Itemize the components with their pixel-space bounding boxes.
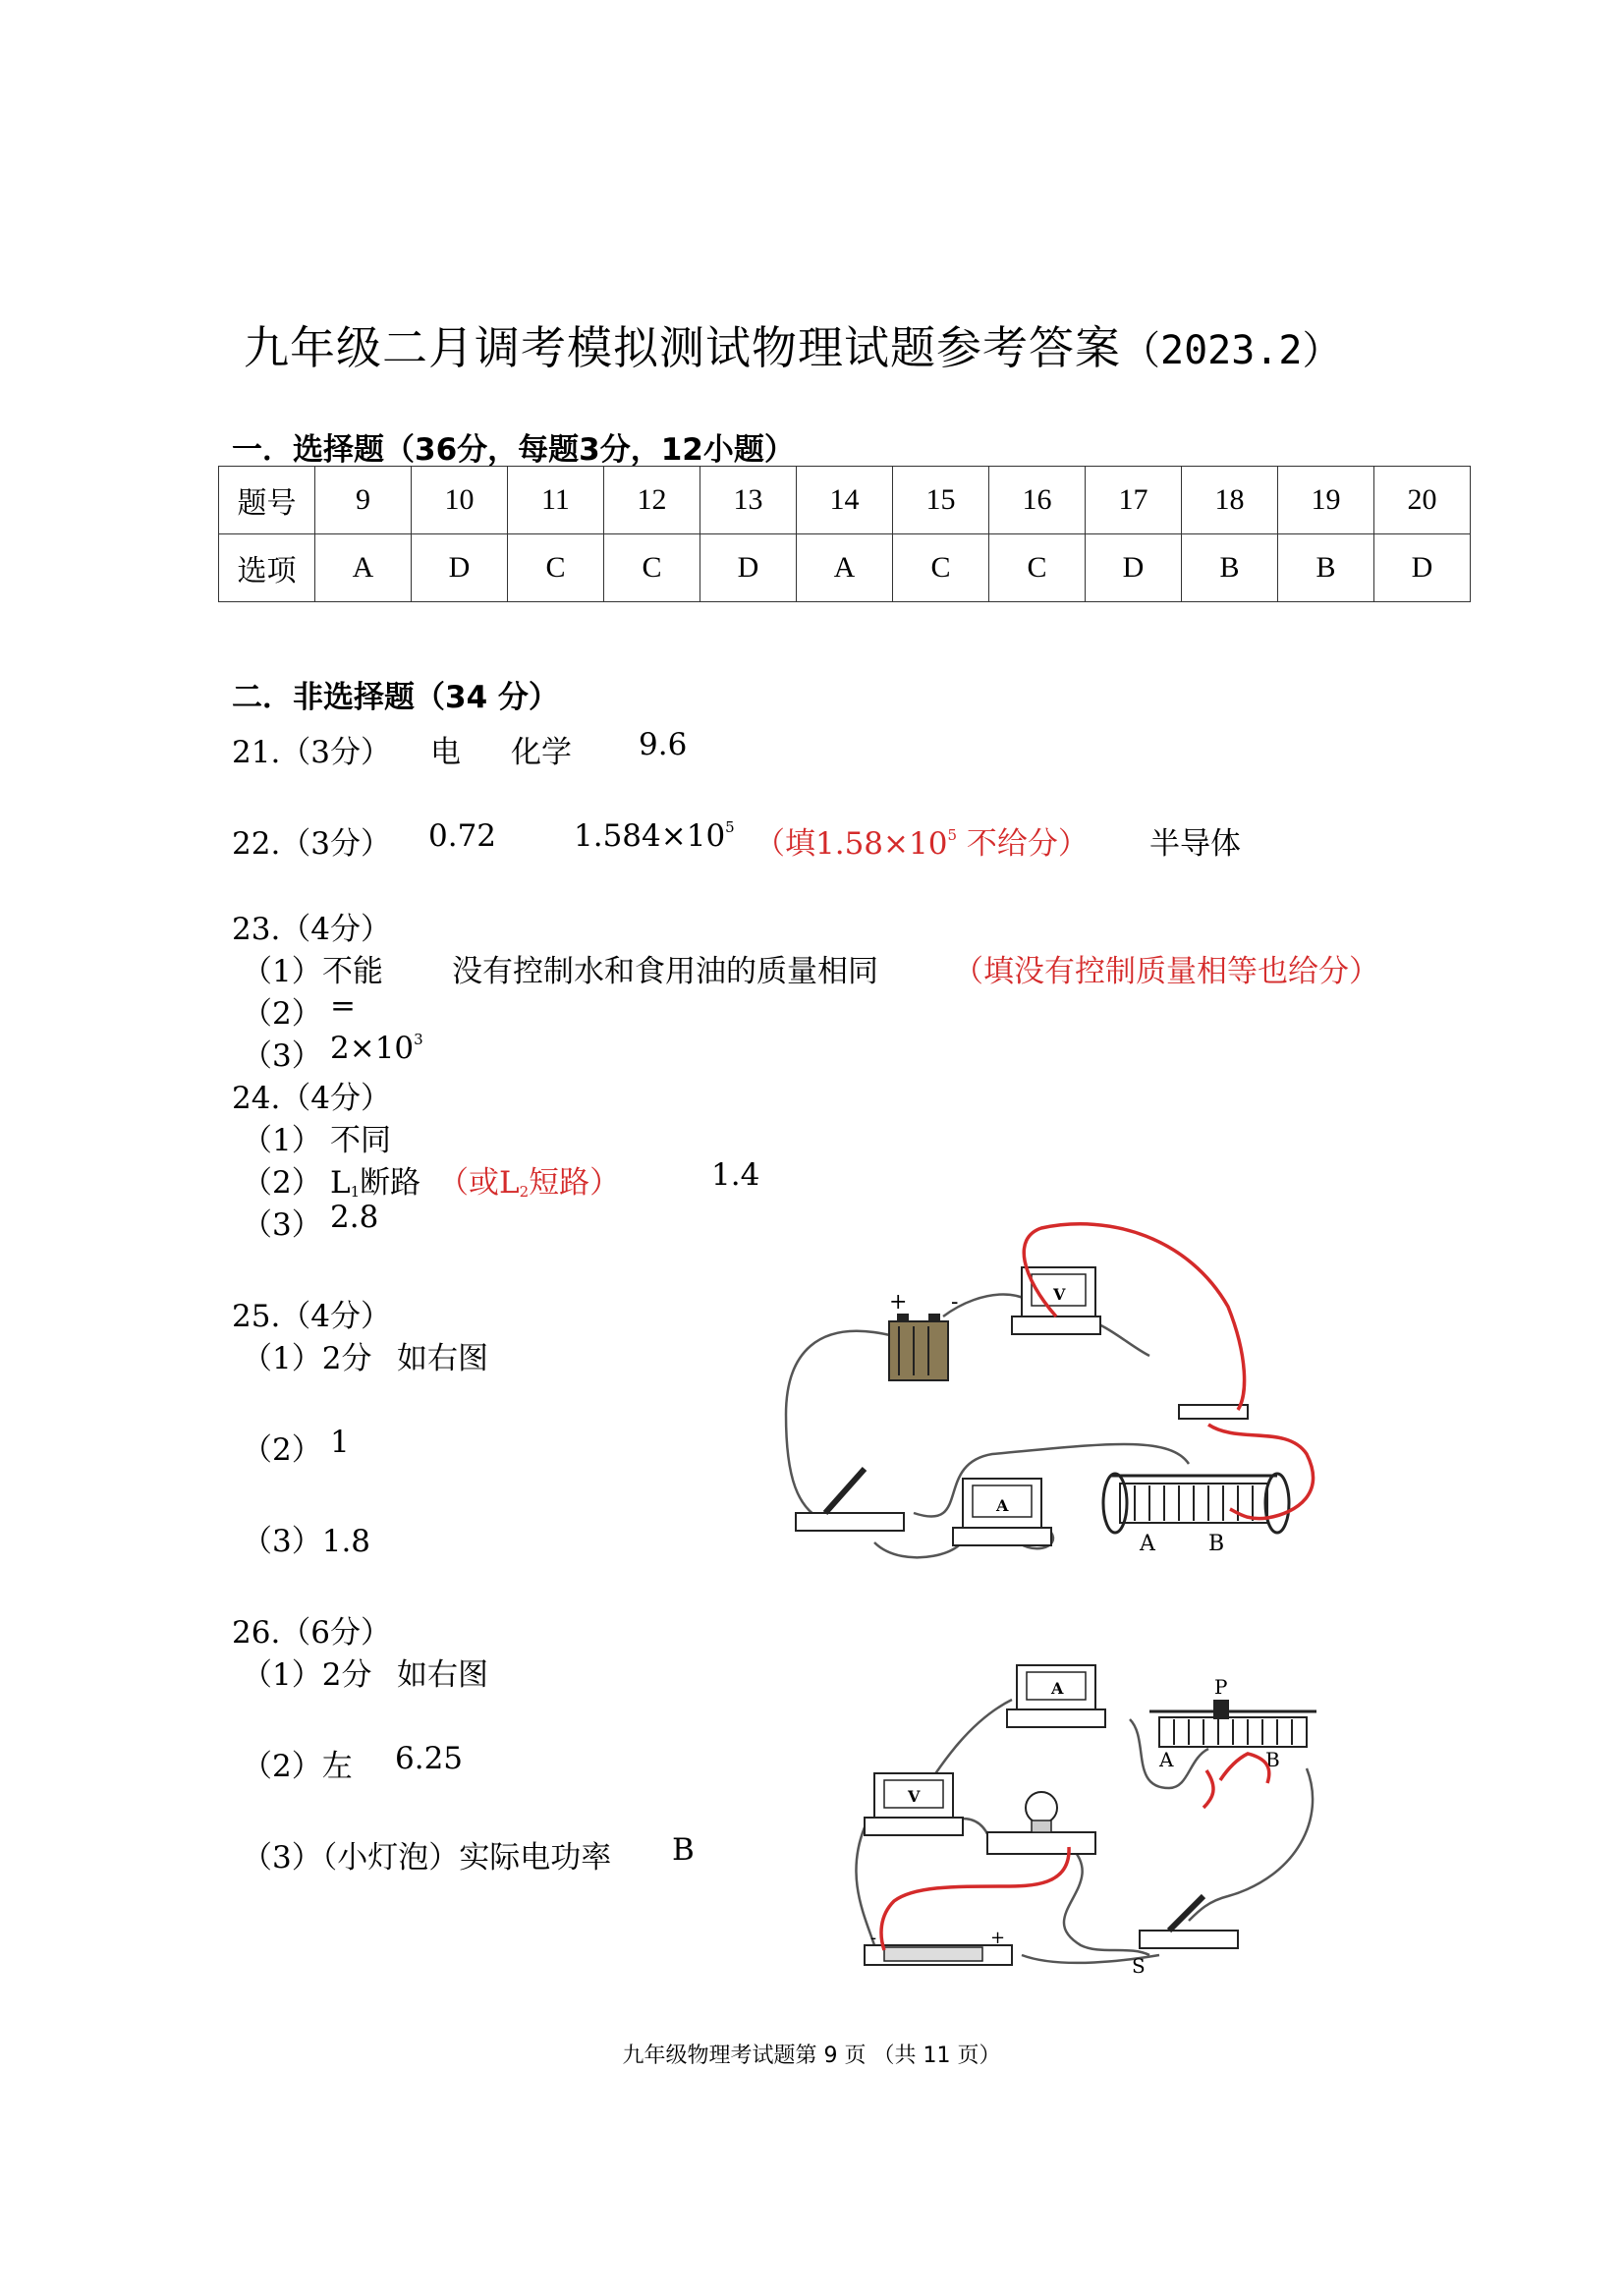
q22-answer-3: 半导体 — [1149, 826, 1241, 862]
q26-label: 26.（6分） — [232, 1615, 392, 1651]
q24-part3-answer: 2.8 — [330, 1200, 379, 1235]
circuit-diagram-26 — [835, 1660, 1326, 1975]
q22-note-pre: （填1.58×10 — [755, 826, 948, 862]
title-text: 九年级二月调考模拟测试物理试题参考答案 — [244, 321, 1121, 374]
q26-part3-answer: B — [672, 1832, 695, 1868]
lamp-icon — [987, 1792, 1095, 1854]
q23-part1-reason: 没有控制水和食用油的质量相同 — [452, 954, 878, 989]
q24-part2-l: L — [330, 1165, 351, 1201]
terminal-b-label: B — [1208, 1532, 1225, 1556]
q25-part2: （2） — [242, 1432, 322, 1468]
table-cell: B — [1278, 534, 1374, 602]
table-cell: D — [1086, 534, 1182, 602]
q21-answer-1: 电 — [430, 735, 461, 770]
battery-icon — [865, 1945, 1012, 1965]
section-1-heading: 一．选择题（36分，每题3分，12小题） — [232, 432, 795, 468]
table-cell: D — [412, 534, 508, 602]
q21-answer-3: 9.6 — [639, 727, 688, 762]
terminal-b-label: B — [1265, 1748, 1280, 1771]
q22-note-exp: 5 — [947, 826, 957, 844]
q21-label: 21.（3分） — [232, 735, 392, 770]
q23-part1-num: （1） — [242, 954, 322, 989]
q24-part2-num: （2） — [242, 1165, 322, 1201]
title-date: （2023.2） — [1121, 328, 1342, 373]
table-cell: 19 — [1278, 467, 1374, 534]
q25-part3: （3）1.8 — [242, 1524, 371, 1559]
q23-part2-answer: = — [330, 988, 356, 1024]
ammeter-label: A — [996, 1496, 1009, 1515]
table-row-answers — [219, 534, 1471, 602]
battery-minus-label: - — [870, 1928, 877, 1948]
battery-icon — [889, 1314, 948, 1380]
q23-label: 23.（4分） — [232, 912, 392, 947]
q21-answer-2: 化学 — [511, 735, 572, 770]
q23-part3-answer — [330, 1031, 423, 1066]
table-cell: 15 — [893, 467, 989, 534]
q22-answer-2 — [574, 818, 735, 854]
q23-part3-exp: 3 — [414, 1031, 423, 1048]
q24-part2-note-post: 短路） — [529, 1165, 621, 1201]
row-label-number: 题号 — [219, 467, 315, 534]
slider-p-label: P — [1214, 1675, 1228, 1699]
ammeter-label: A — [1051, 1679, 1064, 1698]
q26-part2-answer: 6.25 — [395, 1741, 464, 1776]
table-cell: D — [700, 534, 797, 602]
row-label-answer: 选项 — [219, 534, 315, 602]
q25-label: 25.（4分） — [232, 1299, 392, 1334]
q23-part3-base: 2×10 — [330, 1031, 415, 1066]
circuit-diagram-25 — [776, 1218, 1326, 1582]
q24-part2-l-sub: 1 — [350, 1183, 361, 1201]
switch-s-label: S — [1132, 1954, 1146, 1975]
q24-part2-value: 1.4 — [711, 1157, 760, 1193]
q25-part1-ref: 如右图 — [397, 1341, 488, 1376]
voltmeter-label: V — [908, 1787, 921, 1806]
table-cell: A — [797, 534, 893, 602]
q22-answer-2-base: 1.584×10 — [574, 818, 726, 854]
table-cell: C — [893, 534, 989, 602]
switch-icon — [796, 1469, 904, 1531]
q22-answer-1: 0.72 — [428, 818, 497, 854]
table-cell: 14 — [797, 467, 893, 534]
switch-icon — [1140, 1896, 1238, 1948]
q26-part3: （3）（小灯泡）实际电功率 — [242, 1840, 612, 1876]
q23-part2-num: （2） — [242, 996, 322, 1032]
q22-note-post: 不给分） — [957, 826, 1089, 862]
q23-part1-answer: 不能 — [322, 954, 383, 989]
voltmeter-label: V — [1053, 1285, 1066, 1304]
page-title — [244, 312, 1342, 377]
q25-part2-answer: 1 — [330, 1425, 350, 1460]
q24-part3-num: （3） — [242, 1207, 322, 1243]
q22-note — [755, 818, 1089, 863]
page-footer: 九年级物理考试题第 9 页 （共 11 页） — [622, 2044, 1001, 2068]
table-cell: C — [989, 534, 1086, 602]
q24-part1-num: （1） — [242, 1123, 322, 1158]
table-cell: D — [1374, 534, 1471, 602]
q22-answer-2-exp: 5 — [725, 818, 735, 836]
q24-part1-answer: 不同 — [330, 1123, 391, 1158]
q24-label: 24.（4分） — [232, 1081, 392, 1116]
resistor-icon — [1179, 1405, 1248, 1419]
q24-part2-answer — [330, 1157, 420, 1202]
battery-plus-label: + — [889, 1290, 908, 1315]
q24-part2-note-sub: 2 — [519, 1183, 530, 1201]
q23-part1-note: （填没有控制质量相等也给分） — [953, 954, 1379, 989]
q24-part2-text: 断路 — [360, 1165, 421, 1201]
table-cell: 9 — [315, 467, 412, 534]
q26-part1: （1）2分 — [242, 1657, 372, 1693]
table-cell: 18 — [1182, 467, 1278, 534]
table-cell: 11 — [508, 467, 604, 534]
terminal-a-label: A — [1140, 1532, 1155, 1556]
q23-part3-num: （3） — [242, 1038, 322, 1074]
q26-part1-ref: 如右图 — [397, 1657, 488, 1693]
table-cell: B — [1182, 534, 1278, 602]
rheostat-icon — [1149, 1700, 1316, 1747]
q22-label: 22.（3分） — [232, 826, 392, 862]
table-cell: 20 — [1374, 467, 1471, 534]
table-cell: 16 — [989, 467, 1086, 534]
q24-part2-note — [438, 1157, 620, 1202]
table-cell: A — [315, 534, 412, 602]
rheostat-icon — [1103, 1474, 1289, 1533]
table-cell: C — [604, 534, 700, 602]
answer-table — [218, 466, 1471, 602]
q25-part1: （1）2分 — [242, 1341, 372, 1376]
section-2-heading: 二．非选择题（34 分） — [232, 680, 559, 715]
table-cell: 17 — [1086, 467, 1182, 534]
battery-plus-label: + — [990, 1928, 1006, 1948]
table-cell: C — [508, 534, 604, 602]
table-cell: 12 — [604, 467, 700, 534]
table-row-numbers — [219, 467, 1471, 534]
table-cell: 10 — [412, 467, 508, 534]
terminal-a-label: A — [1159, 1748, 1174, 1771]
table-cell: 13 — [700, 467, 797, 534]
q24-part2-note-pre: （或L — [438, 1165, 520, 1201]
battery-minus-label: - — [951, 1290, 959, 1315]
q26-part2: （2）左 — [242, 1749, 353, 1784]
